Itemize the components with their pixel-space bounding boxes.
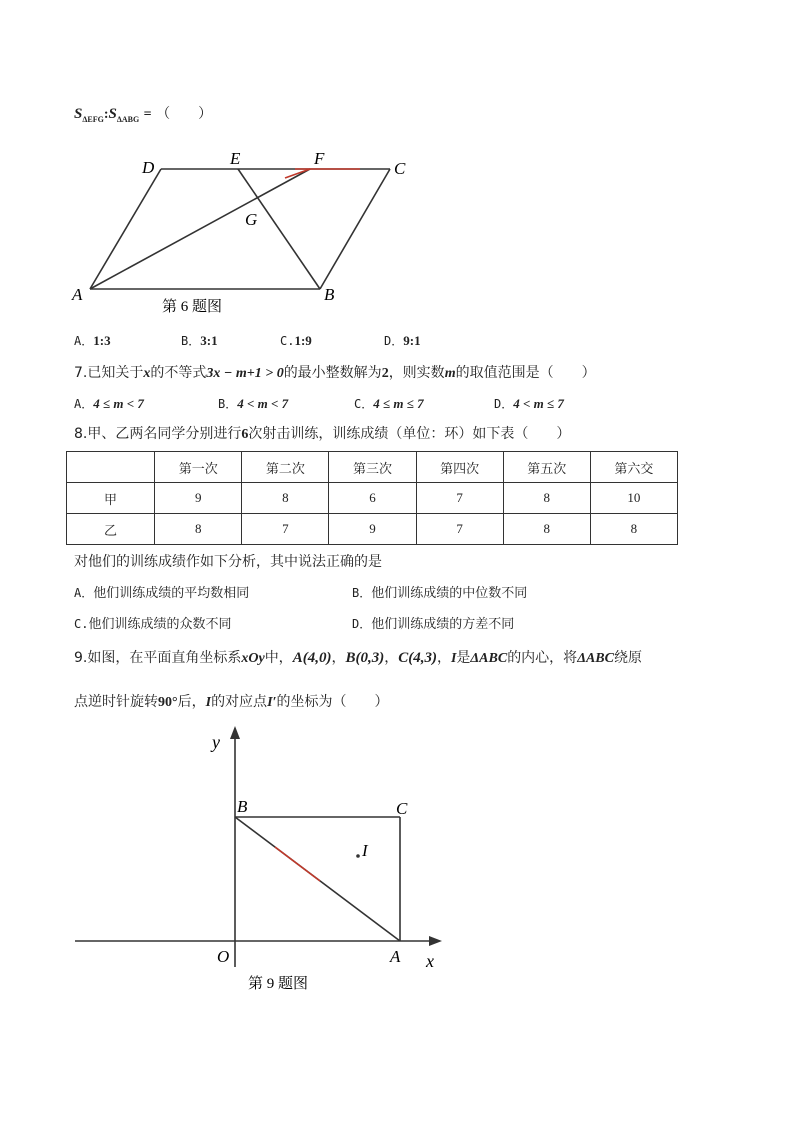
label-I: I xyxy=(362,841,368,860)
table-row xyxy=(67,483,678,514)
var-x: x xyxy=(143,366,151,381)
q8-option-c[interactable] xyxy=(74,614,231,635)
label-x: x xyxy=(426,951,434,971)
option-value: 4 ≤ m < 7 xyxy=(93,396,144,411)
option-key: C. xyxy=(280,334,295,348)
q8-option-d[interactable] xyxy=(352,614,514,635)
option-value: 4 < m < 7 xyxy=(237,396,289,411)
table-cell: 8 xyxy=(155,514,242,545)
point-I: I xyxy=(205,695,212,710)
table-header-cell: 第一次 xyxy=(155,452,242,483)
point-I: I xyxy=(450,651,457,666)
figure-caption: 第 6 题图 xyxy=(162,299,223,315)
q6-parallelogram-figure xyxy=(60,140,430,325)
q7-text-2: 的不等式 xyxy=(150,365,207,381)
q9-text-4: 的内心，将 xyxy=(507,650,578,666)
option-value: 4 ≤ m ≤ 7 xyxy=(373,396,424,411)
point-C: C(4,3) xyxy=(398,650,437,666)
q7-text-4: ，则实数 xyxy=(388,365,445,381)
label-D: D xyxy=(142,158,155,177)
q9-text-8: 的对应点 xyxy=(211,694,268,710)
table-header-row xyxy=(67,452,678,483)
label-O: O xyxy=(217,947,230,966)
option-key: D． xyxy=(384,334,404,348)
triangle-ABC: ΔABC xyxy=(470,651,508,666)
label-B: B xyxy=(237,797,248,816)
q8-text-1: 8.甲、乙两名同学分别进行 xyxy=(74,426,242,442)
table-header-cell: 第六交 xyxy=(590,452,677,483)
table-row-label: 乙 xyxy=(67,514,155,545)
q9-comma: ， xyxy=(331,650,346,666)
option-key: C. xyxy=(74,617,89,631)
option-key: A． xyxy=(74,334,94,348)
figure-caption: 第 9 题图 xyxy=(248,976,309,992)
q8-analysis: 对他们的训练成绩作如下分析，其中说法正确的是 xyxy=(74,554,382,570)
label-y: y xyxy=(212,732,220,752)
segment-BA-highlight xyxy=(275,847,320,881)
area-subscript-2: ΔABG xyxy=(116,114,140,124)
q9-stem-line-1 xyxy=(74,648,642,669)
option-text: 他们训练成绩的平均数相同 xyxy=(93,586,250,601)
equals-sign: = xyxy=(143,107,152,122)
option-key: A． xyxy=(74,397,94,411)
answer-paren: （ ） xyxy=(156,106,213,122)
triangle-ABC: ΔABC xyxy=(577,651,614,666)
label-C: C xyxy=(394,159,406,178)
table-cell: 8 xyxy=(242,483,329,514)
table-cell: 9 xyxy=(329,514,416,545)
q9-comma: ， xyxy=(384,650,399,666)
label-A: A xyxy=(72,285,83,304)
option-key: D． xyxy=(352,617,372,631)
table-row-label: 甲 xyxy=(67,483,155,514)
table-header-cell: 第二次 xyxy=(242,452,329,483)
q9-text-2: 中， xyxy=(264,650,293,666)
q8-text-2: 次射击训练，训练成绩（单位：环）如下表（ ） xyxy=(248,426,571,442)
table-cell: 8 xyxy=(503,483,590,514)
label-F: F xyxy=(314,149,325,168)
table-cell: 9 xyxy=(155,483,242,514)
label-E: E xyxy=(230,149,241,168)
label-A: A xyxy=(390,947,401,966)
area-subscript-1: ΔEFG xyxy=(82,114,104,124)
q6-option-d[interactable] xyxy=(384,331,421,352)
scores-table xyxy=(66,451,678,545)
segment-AF xyxy=(90,169,310,289)
label-G: G xyxy=(245,210,258,229)
q7-option-c[interactable] xyxy=(354,394,424,415)
point-I-prime: I′ xyxy=(267,695,277,710)
q7-option-a[interactable] xyxy=(74,394,144,415)
x-axis-arrow xyxy=(429,936,442,946)
table-cell: 7 xyxy=(416,514,503,545)
option-key: A． xyxy=(74,586,94,600)
table-cell: 7 xyxy=(416,483,503,514)
q9-text-1: 9.如图，在平面直角坐标系 xyxy=(74,650,242,666)
option-value: 1:9 xyxy=(294,333,312,348)
q6-option-c[interactable] xyxy=(280,331,312,352)
option-key: C． xyxy=(354,397,374,411)
q8-option-b[interactable] xyxy=(352,583,527,604)
number-6: 6 xyxy=(241,427,249,442)
q9-text-9: 的坐标为（ ） xyxy=(276,694,389,710)
number-2: 2 xyxy=(381,366,389,381)
side-AD xyxy=(90,169,161,289)
option-text: 他们训练成绩的中位数不同 xyxy=(371,586,528,601)
q9-coordinate-figure xyxy=(70,722,460,1002)
area-symbol-1: S xyxy=(74,106,83,122)
option-key: B． xyxy=(218,397,238,411)
q8-option-a[interactable] xyxy=(74,583,249,604)
point-A: A(4,0) xyxy=(292,650,332,666)
q6-ratio-expression xyxy=(74,104,212,130)
table-cell: 8 xyxy=(503,514,590,545)
option-key: B． xyxy=(181,334,201,348)
table-row xyxy=(67,514,678,545)
option-key: D． xyxy=(494,397,514,411)
q6-option-b[interactable] xyxy=(181,331,218,352)
table-header-cell: 第五次 xyxy=(503,452,590,483)
ratio-colon: : xyxy=(103,107,109,122)
q9-stem-line-2 xyxy=(74,692,388,713)
incenter-point xyxy=(356,854,360,858)
table-cell: 10 xyxy=(590,483,677,514)
inequality: 3x − m+1 > 0 xyxy=(206,366,284,381)
table-header-cell: 第三次 xyxy=(329,452,416,483)
table-cell: 7 xyxy=(242,514,329,545)
q7-stem xyxy=(74,363,596,384)
q9-text-6: 点逆时针旋转 xyxy=(74,694,158,710)
q8-stem xyxy=(74,424,570,445)
area-symbol-2: S xyxy=(108,106,117,122)
q7-text-3: 的最小整数解为 xyxy=(283,365,382,381)
option-text: 他们训练成绩的众数不同 xyxy=(88,617,232,632)
table-cell: 8 xyxy=(590,514,677,545)
table-header-cell xyxy=(67,452,155,483)
option-value: 9:1 xyxy=(403,333,421,348)
q7-option-b[interactable] xyxy=(218,394,288,415)
side-BC xyxy=(320,169,390,289)
q9-text-5: 绕原 xyxy=(613,650,642,666)
option-text: 他们训练成绩的方差不同 xyxy=(371,617,515,632)
table-cell: 6 xyxy=(329,483,416,514)
var-m: m xyxy=(444,366,456,381)
coord-system: xOy xyxy=(241,651,265,666)
option-value: 4 < m ≤ 7 xyxy=(513,396,564,411)
option-value: 1:3 xyxy=(93,333,111,348)
q9-text-3: 是 xyxy=(456,650,471,666)
label-B: B xyxy=(324,285,335,304)
q7-option-d[interactable] xyxy=(494,394,564,415)
point-B: B(0,3) xyxy=(345,650,385,666)
q7-text-5: 的取值范围是（ ） xyxy=(455,365,596,381)
label-C: C xyxy=(396,799,408,818)
q9-text-7: 后， xyxy=(177,694,206,710)
segment-EB xyxy=(238,169,320,289)
q9-comma: ， xyxy=(436,650,451,666)
option-value: 3:1 xyxy=(200,333,218,348)
option-key: B． xyxy=(352,586,372,600)
table-header-cell: 第四次 xyxy=(416,452,503,483)
angle-90: 90° xyxy=(158,695,178,710)
y-axis-arrow xyxy=(230,726,240,739)
q7-text-1: 7.已知关于 xyxy=(74,365,144,381)
q6-option-a[interactable] xyxy=(74,331,111,352)
